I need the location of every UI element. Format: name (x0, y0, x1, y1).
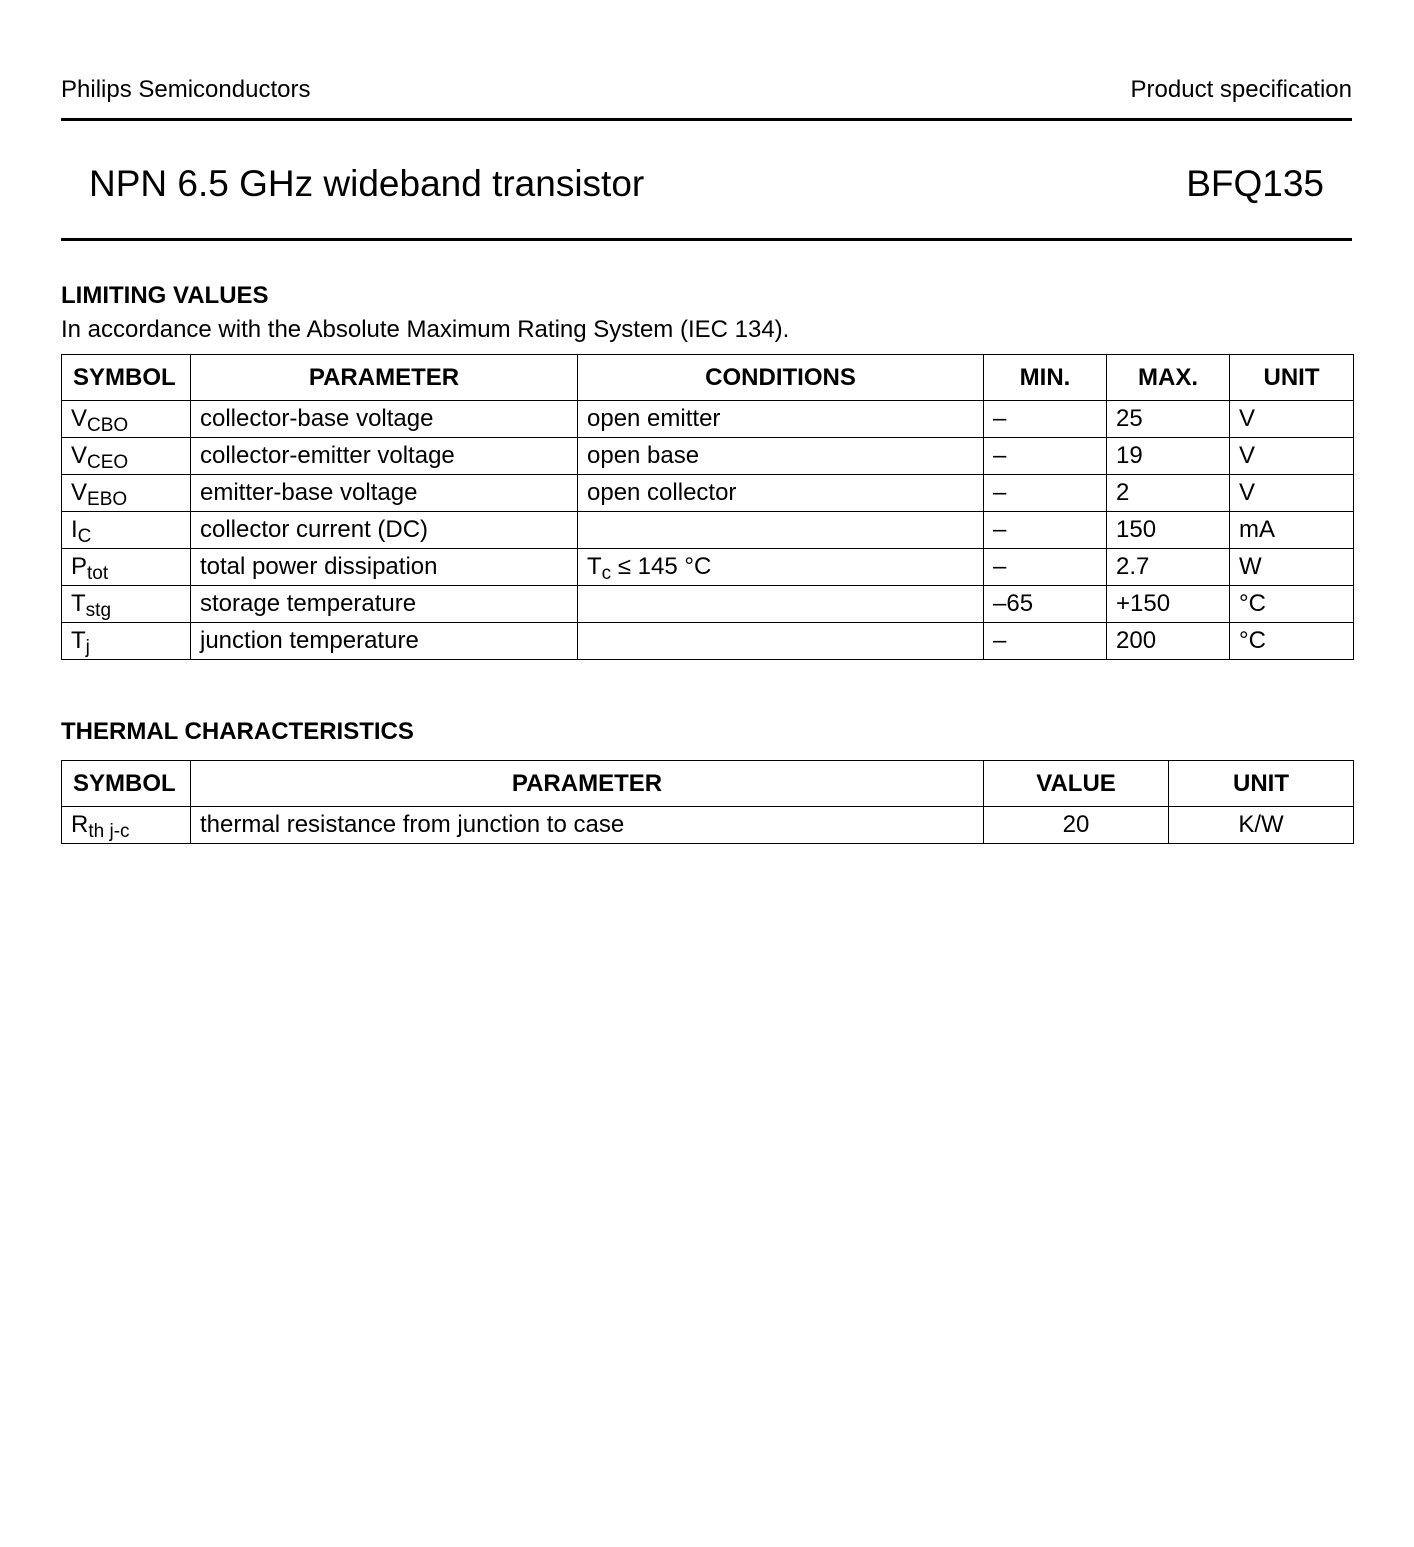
parameter-cell: collector current (DC) (191, 512, 578, 549)
conditions-text: T (587, 553, 602, 580)
table-row (62, 401, 1354, 438)
symbol-letter: I (71, 516, 78, 543)
symbol-letter: V (71, 405, 88, 432)
running-header (61, 76, 1352, 108)
conditions-cell (578, 401, 984, 438)
parameter-cell: emitter-base voltage (191, 475, 578, 512)
symbol-cell (62, 438, 191, 475)
symbol-subscript: CBO (87, 415, 129, 436)
min-cell: – (984, 512, 1107, 549)
parameter-cell: collector-base voltage (191, 401, 578, 438)
thermal-table (61, 760, 1354, 844)
conditions-text-rest: ≤ 145 °C (611, 553, 712, 580)
symbol-cell (62, 807, 191, 844)
conditions-cell (578, 586, 984, 623)
document-type: Product specification (1130, 76, 1352, 103)
symbol-cell (62, 475, 191, 512)
parameter-cell: thermal resistance from junction to case (191, 807, 984, 844)
min-cell: – (984, 438, 1107, 475)
min-cell: – (984, 623, 1107, 660)
unit-cell: K/W (1169, 807, 1354, 844)
symbol-cell (62, 512, 191, 549)
table-row (62, 807, 1354, 844)
parameter-cell: collector-emitter voltage (191, 438, 578, 475)
min-cell: – (984, 401, 1107, 438)
limiting-values-heading: LIMITING VALUES (61, 282, 269, 309)
unit-cell: °C (1230, 586, 1354, 623)
symbol-subscript: C (77, 526, 92, 547)
column-header: UNIT (1169, 761, 1354, 807)
max-cell: 2 (1107, 475, 1230, 512)
column-header: VALUE (984, 761, 1169, 807)
symbol-subscript: tot (87, 563, 109, 584)
table-row (62, 623, 1354, 660)
header-rule (61, 118, 1352, 121)
column-header: PARAMETER (191, 761, 984, 807)
table-row (62, 512, 1354, 549)
table-row (62, 438, 1354, 475)
max-cell: 2.7 (1107, 549, 1230, 586)
max-cell: 200 (1107, 623, 1230, 660)
unit-cell: W (1230, 549, 1354, 586)
table-header-row (62, 355, 1354, 401)
table-row (62, 549, 1354, 586)
symbol-cell (62, 401, 191, 438)
parameter-cell: total power dissipation (191, 549, 578, 586)
symbol-subscript: EBO (87, 489, 128, 510)
conditions-subscript: c (601, 563, 612, 584)
symbol-cell (62, 623, 191, 660)
conditions-cell (578, 438, 984, 475)
symbol-cell (62, 586, 191, 623)
max-cell: 25 (1107, 401, 1230, 438)
symbol-subscript: th j-c (88, 821, 130, 842)
max-cell: 150 (1107, 512, 1230, 549)
conditions-cell (578, 512, 984, 549)
conditions-cell (578, 475, 984, 512)
column-header: SYMBOL (62, 355, 191, 401)
unit-cell: °C (1230, 623, 1354, 660)
column-header: MIN. (984, 355, 1107, 401)
conditions-text: open collector (587, 479, 737, 506)
table-header-row (62, 761, 1354, 807)
column-header: SYMBOL (62, 761, 191, 807)
table-row (62, 475, 1354, 512)
symbol-cell (62, 549, 191, 586)
column-header: MAX. (1107, 355, 1230, 401)
limiting-values-note: In accordance with the Absolute Maximum Rating System (IEC 134). (61, 316, 790, 343)
table-row (62, 586, 1354, 623)
parameter-cell: junction temperature (191, 623, 578, 660)
max-cell: +150 (1107, 586, 1230, 623)
min-cell: – (984, 475, 1107, 512)
symbol-subscript: stg (85, 600, 112, 621)
thermal-heading: THERMAL CHARACTERISTICS (61, 718, 414, 745)
conditions-cell (578, 549, 984, 586)
product-title: NPN 6.5 GHz wideband transistor (89, 163, 645, 204)
symbol-letter: T (71, 590, 86, 617)
column-header: CONDITIONS (578, 355, 984, 401)
unit-cell: V (1230, 401, 1354, 438)
conditions-cell (578, 623, 984, 660)
column-header: UNIT (1230, 355, 1354, 401)
title-rule (61, 238, 1352, 241)
value-cell: 20 (984, 807, 1169, 844)
limiting-values-table (61, 354, 1354, 660)
part-number: BFQ135 (1186, 163, 1324, 204)
min-cell: – (984, 549, 1107, 586)
parameter-cell: storage temperature (191, 586, 578, 623)
symbol-subscript: j (85, 637, 90, 658)
symbol-letter: V (71, 479, 88, 506)
conditions-text: open emitter (587, 405, 721, 432)
symbol-letter: V (71, 442, 88, 469)
conditions-text: open base (587, 442, 700, 469)
symbol-letter: R (71, 811, 89, 838)
column-header: PARAMETER (191, 355, 578, 401)
max-cell: 19 (1107, 438, 1230, 475)
unit-cell: mA (1230, 512, 1354, 549)
symbol-letter: P (71, 553, 88, 580)
symbol-subscript: CEO (87, 452, 129, 473)
unit-cell: V (1230, 475, 1354, 512)
company-name: Philips Semiconductors (61, 76, 311, 103)
min-cell: –65 (984, 586, 1107, 623)
unit-cell: V (1230, 438, 1354, 475)
symbol-letter: T (71, 627, 86, 654)
title-block (89, 163, 1324, 208)
